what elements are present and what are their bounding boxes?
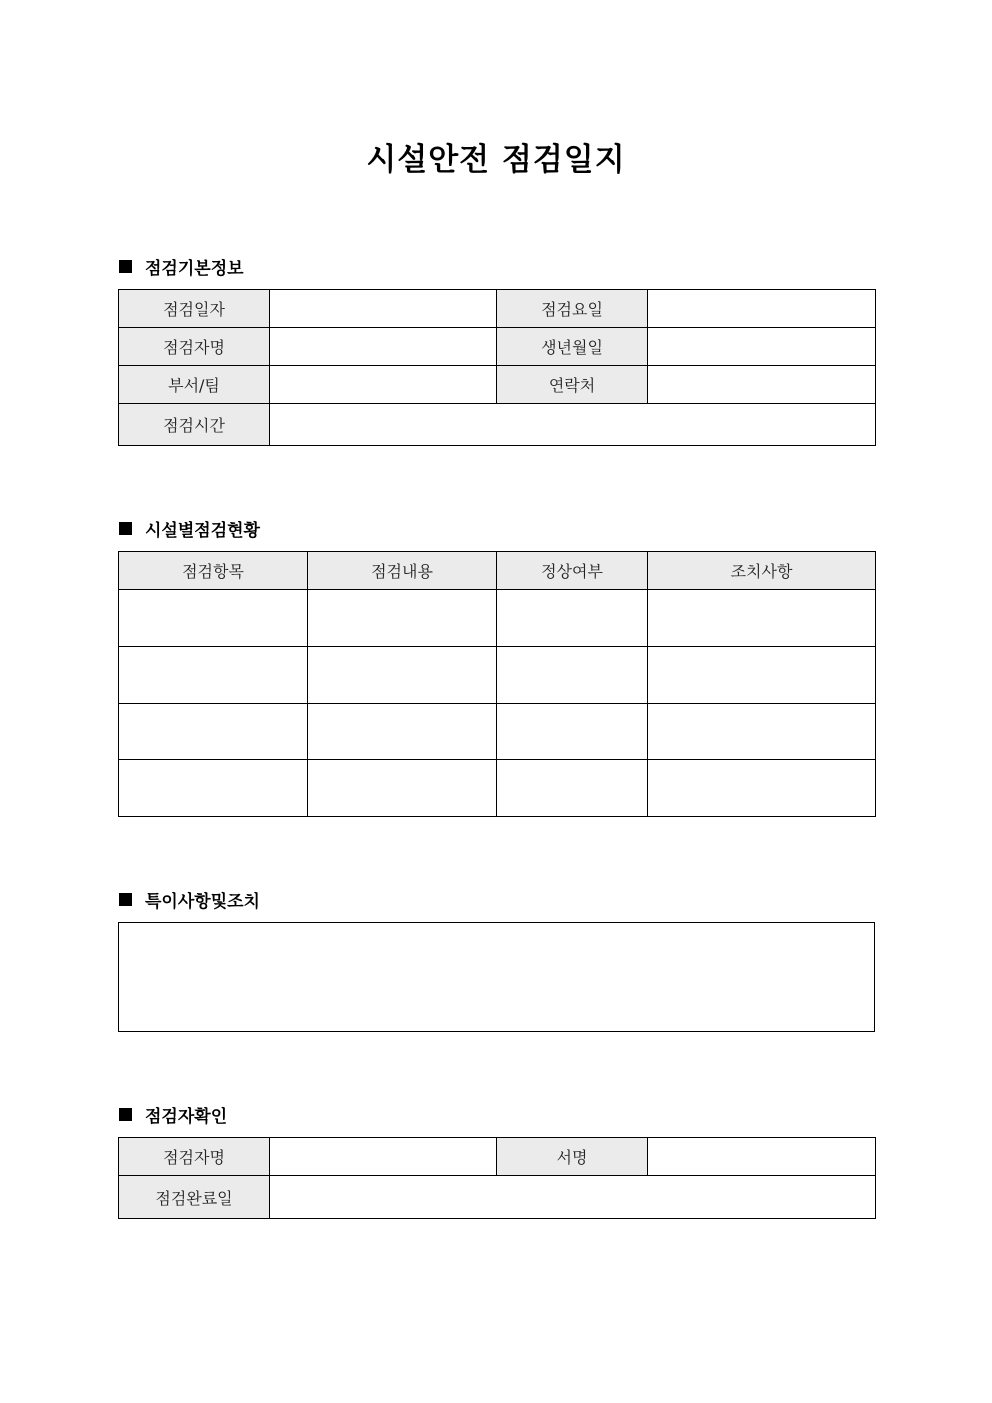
action-cell[interactable] bbox=[648, 647, 876, 704]
table-row bbox=[119, 328, 876, 366]
square-bullet-icon bbox=[119, 260, 132, 273]
section-heading-text: 점검기본정보 bbox=[145, 259, 244, 279]
department-team-field[interactable] bbox=[270, 366, 497, 404]
inspector-name-field[interactable] bbox=[270, 328, 497, 366]
signature-field[interactable] bbox=[648, 1138, 876, 1176]
contact-label: 연락처 bbox=[497, 366, 648, 404]
item-cell[interactable] bbox=[119, 760, 308, 817]
inspector-name-field[interactable] bbox=[270, 1138, 497, 1176]
content-cell[interactable] bbox=[308, 760, 497, 817]
section-heading-text: 점검자확인 bbox=[145, 1107, 228, 1127]
table-row bbox=[119, 590, 876, 647]
inspection-time-field[interactable] bbox=[270, 404, 876, 446]
page-title: 시설안전 점검일지 bbox=[366, 142, 626, 178]
notes-field[interactable] bbox=[118, 922, 875, 1032]
birth-date-field[interactable] bbox=[648, 328, 876, 366]
content-cell[interactable] bbox=[308, 590, 497, 647]
column-header-normal: 정상여부 bbox=[497, 552, 648, 590]
section-heading-facility-status bbox=[119, 516, 260, 541]
square-bullet-icon bbox=[119, 522, 132, 535]
section-heading-basic-info bbox=[119, 254, 244, 279]
completion-date-field[interactable] bbox=[270, 1176, 876, 1219]
action-cell[interactable] bbox=[648, 704, 876, 760]
normal-cell[interactable] bbox=[497, 760, 648, 817]
column-header-content: 점검내용 bbox=[308, 552, 497, 590]
completion-date-label: 점검완료일 bbox=[119, 1176, 270, 1219]
inspector-name-label: 점검자명 bbox=[119, 1138, 270, 1176]
item-cell[interactable] bbox=[119, 704, 308, 760]
table-row bbox=[119, 290, 876, 328]
action-cell[interactable] bbox=[648, 760, 876, 817]
contact-field[interactable] bbox=[648, 366, 876, 404]
normal-cell[interactable] bbox=[497, 647, 648, 704]
square-bullet-icon bbox=[119, 893, 132, 906]
section-heading-text: 시설별점검현황 bbox=[145, 521, 260, 541]
normal-cell[interactable] bbox=[497, 704, 648, 760]
table-row bbox=[119, 760, 876, 817]
item-cell[interactable] bbox=[119, 647, 308, 704]
inspector-name-label: 점검자명 bbox=[119, 328, 270, 366]
table-header-row bbox=[119, 552, 876, 590]
table-row bbox=[119, 1176, 876, 1219]
column-header-item: 점검항목 bbox=[119, 552, 308, 590]
department-team-label: 부서/팀 bbox=[119, 366, 270, 404]
inspection-time-label: 점검시간 bbox=[119, 404, 270, 446]
normal-cell[interactable] bbox=[497, 590, 648, 647]
column-header-action: 조치사항 bbox=[648, 552, 876, 590]
content-cell[interactable] bbox=[308, 704, 497, 760]
content-cell[interactable] bbox=[308, 647, 497, 704]
section-heading-notes bbox=[119, 887, 260, 912]
action-cell[interactable] bbox=[648, 590, 876, 647]
square-bullet-icon bbox=[119, 1108, 132, 1121]
section-heading-confirmation bbox=[119, 1102, 227, 1127]
table-row bbox=[119, 1138, 876, 1176]
birth-date-label: 생년월일 bbox=[497, 328, 648, 366]
inspection-weekday-field[interactable] bbox=[648, 290, 876, 328]
signature-label: 서명 bbox=[497, 1138, 648, 1176]
inspection-date-label: 점검일자 bbox=[119, 290, 270, 328]
confirmation-table bbox=[118, 1137, 876, 1219]
basic-info-table bbox=[118, 289, 876, 446]
table-row bbox=[119, 704, 876, 760]
facility-status-table bbox=[118, 551, 876, 817]
table-row bbox=[119, 647, 876, 704]
item-cell[interactable] bbox=[119, 590, 308, 647]
inspection-weekday-label: 점검요일 bbox=[497, 290, 648, 328]
table-row bbox=[119, 404, 876, 446]
inspection-date-field[interactable] bbox=[270, 290, 497, 328]
section-heading-text: 특이사항및조치 bbox=[145, 892, 260, 912]
table-row bbox=[119, 366, 876, 404]
